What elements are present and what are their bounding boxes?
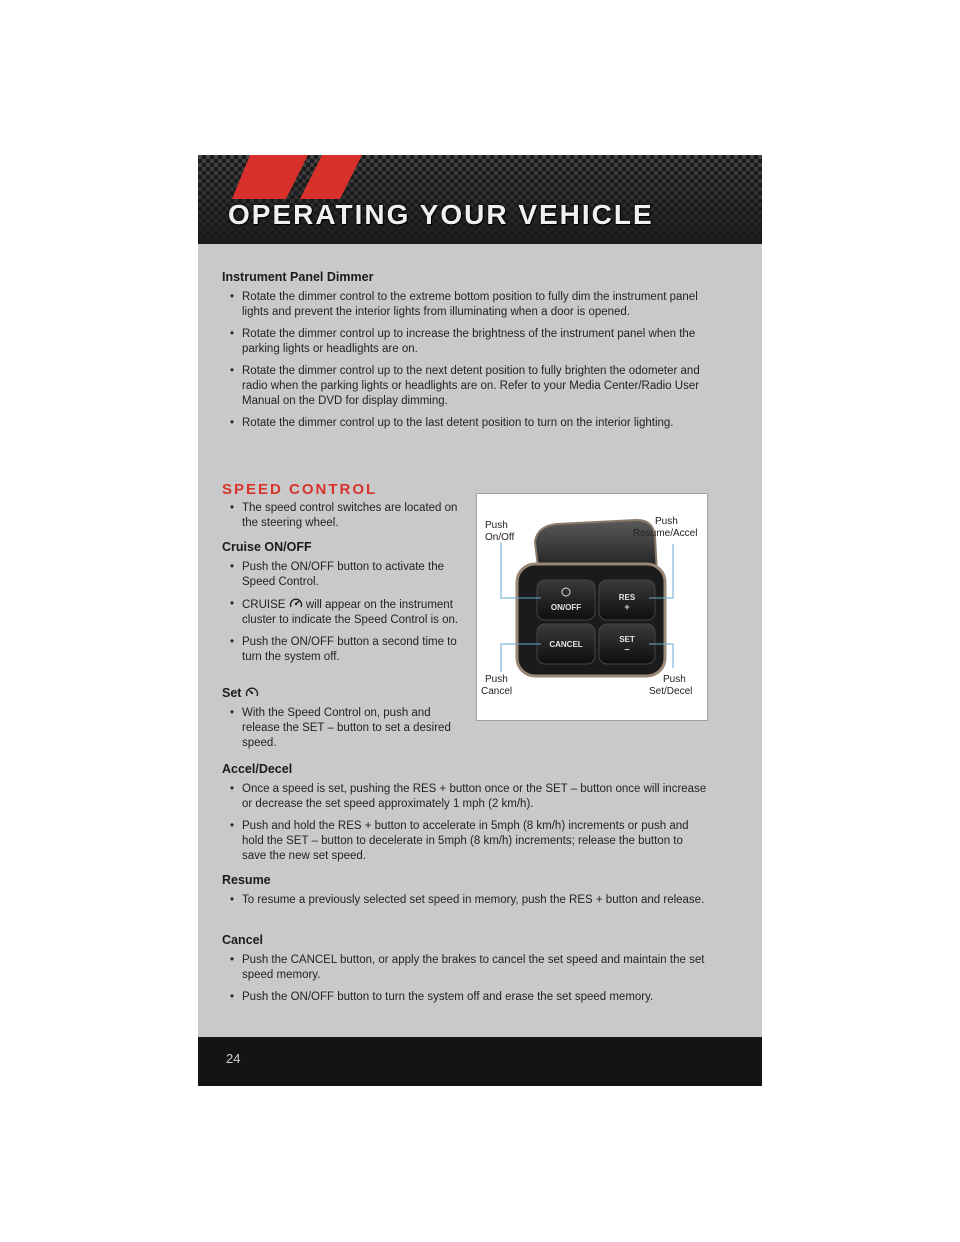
cancel-heading: Cancel: [222, 933, 263, 947]
list-item: • Rotate the dimmer control up to the last detent position to turn on the interior lighting.: [230, 417, 674, 429]
label-onoff-1: Push: [485, 520, 508, 531]
list-item: • Rotate the dimmer control to the extreme bottom position to fully dim the instrument panel lights and prevent the interior lights from illuminating when a door is opened.: [230, 291, 698, 318]
list-item: • With the Speed Control on, push and release the SET – button to set a desired speed.: [230, 707, 451, 749]
label-cancel-2: Cancel: [481, 686, 513, 697]
dimmer-list: [230, 290, 700, 431]
list-item: • CRUISE will appear on the instrument cluster to indicate the Speed Control is on.: [230, 598, 459, 626]
intro-list: [230, 501, 470, 531]
resume-heading: Resume: [222, 873, 271, 887]
speed-control-switch-illustration: [477, 494, 707, 720]
speed-control-figure: [476, 493, 708, 721]
manual-page: [198, 155, 762, 1086]
list-item: • Once a speed is set, pushing the RES + button once or the SET – button once will increase or decrease the set speed approximately 1 mph (2 km/h).: [230, 783, 707, 810]
page-header: [198, 155, 762, 244]
dimmer-heading: Instrument Panel Dimmer: [222, 270, 374, 284]
label-res-1: Push: [655, 516, 678, 527]
list-item: • Push the ON/OFF button to activate the Speed Control.: [230, 561, 444, 588]
cruise-list: [230, 560, 470, 665]
page-number: 24: [226, 1051, 241, 1066]
set-heading: Set: [222, 686, 259, 700]
label-set-1: Push: [663, 674, 686, 685]
header-title: OPERATING YOUR VEHICLE: [228, 199, 654, 230]
label-res-2: Resume/Accel: [633, 528, 698, 539]
button-res-plus: +: [624, 602, 630, 612]
set-list: [230, 706, 470, 751]
list-item: • To resume a previously selected set speed in memory, push the RES + button and release.: [230, 894, 705, 906]
list-item: • The speed control switches are located on the steering wheel.: [230, 502, 458, 529]
accel-heading: Accel/Decel: [222, 762, 293, 776]
section-title: SPEED CONTROL: [222, 481, 378, 498]
button-onoff: ON/OFF: [550, 603, 582, 612]
cruise-indicator-icon: [289, 597, 303, 609]
label-onoff-2: On/Off: [485, 532, 515, 543]
button-set-minus: –: [624, 644, 630, 654]
button-set: SET: [619, 635, 635, 644]
page-footer: [198, 1037, 762, 1086]
cruise-heading: Cruise ON/OFF: [222, 540, 312, 554]
label-set-2: Set/Decel: [649, 686, 693, 697]
label-cancel-1: Push: [485, 674, 508, 685]
button-res: RES: [618, 593, 636, 602]
racing-stripes-logo: [232, 155, 362, 205]
button-cancel: CANCEL: [549, 640, 583, 649]
accel-list: [230, 782, 710, 864]
resume-list: [230, 893, 710, 908]
list-item: • Push the ON/OFF button a second time to turn the system off.: [230, 636, 457, 663]
set-speed-icon: [245, 686, 259, 698]
list-item: • Rotate the dimmer control up to the next detent position to fully brighten the odometer and radio when the parking lights or headlights are on. Refer to your Media Center/Radio User Manual on the DVD for display dimming.: [230, 365, 700, 407]
list-item: • Push and hold the RES + button to accelerate in 5mph (8 km/h) increments or push and hold the SET – button to decelerate in 5mph (8 km/h) increments; release the button to save the new set speed.: [230, 820, 689, 862]
cancel-list: [230, 953, 710, 1005]
list-item: • Push the CANCEL button, or apply the brakes to cancel the set speed and maintain the set speed memory.: [230, 954, 705, 981]
list-item: • Rotate the dimmer control up to increase the brightness of the instrument panel when the parking lights or headlights are on.: [230, 328, 696, 355]
list-item: • Push the ON/OFF button to turn the system off and erase the set speed memory.: [230, 991, 654, 1003]
